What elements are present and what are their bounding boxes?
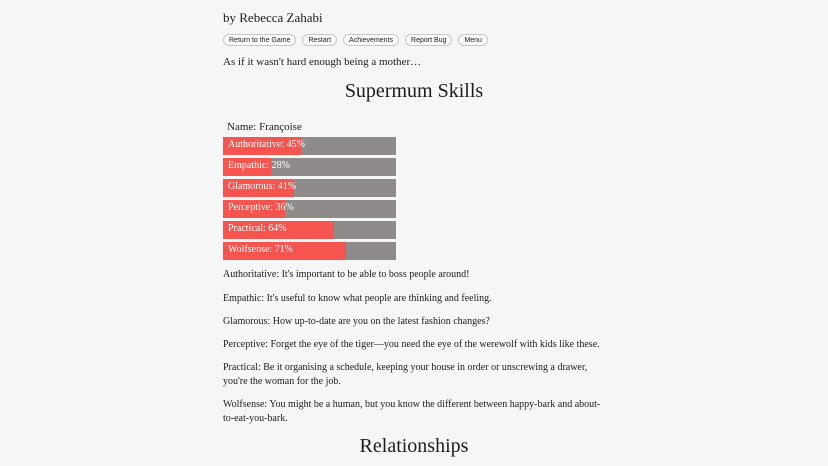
return-to-game-button[interactable]: Return to the Game	[223, 34, 296, 46]
menu-button[interactable]: Menu	[458, 34, 488, 46]
skill-bars	[223, 137, 396, 263]
toolbar	[223, 34, 488, 46]
skill-bar-perceptive	[223, 200, 396, 218]
skill-bar-label: Wolfsense: 71%	[228, 244, 294, 255]
skill-bar-label: Practical: 64%	[228, 223, 287, 234]
skill-bar-wolfsense	[223, 242, 396, 260]
skill-description-authoritative: Authoritative: It's important to be able to boss people around!	[223, 269, 470, 280]
skill-bar-glamorous	[223, 179, 396, 197]
skill-bar-label: Empathic: 28%	[228, 160, 290, 171]
skill-bar-authoritative	[223, 137, 396, 155]
skill-description-empathic: Empathic: It's useful to know what people are thinking and feeling.	[223, 293, 492, 304]
relationships-heading: Relationships	[359, 435, 469, 457]
skill-bar-label: Authoritative: 45%	[228, 139, 305, 150]
skill-bar-label: Glamorous: 41%	[228, 181, 297, 192]
skill-bar-label: Perceptive: 36%	[228, 202, 294, 213]
skill-description-practical: Practical: Be it organising a schedule, keeping your house in order or unscrewing a drawer, you're the woman for the job.	[223, 362, 588, 387]
restart-button[interactable]: Restart	[302, 34, 337, 46]
tagline: As if it wasn't hard enough being a mother…	[223, 56, 422, 68]
skills-heading: Supermum Skills	[344, 80, 484, 102]
skill-description-glamorous: Glamorous: How up-to-date are you on the latest fashion changes?	[223, 316, 490, 327]
achievements-button[interactable]: Achievements	[343, 34, 399, 46]
character-name: Name: Françoise	[227, 121, 302, 133]
skill-description-wolfsense: Wolfsense: You might be a human, but you know the different between happy-bark and about-to-eat-you-bark.	[223, 399, 601, 424]
report-bug-button[interactable]: Report Bug	[405, 34, 452, 46]
skill-bar-practical	[223, 221, 396, 239]
skill-bar-empathic	[223, 158, 396, 176]
author-credit: by Rebecca Zahabi	[223, 10, 323, 25]
skill-description-perceptive: Perceptive: Forget the eye of the tiger—you need the eye of the werewolf with kids like these.	[223, 339, 600, 350]
